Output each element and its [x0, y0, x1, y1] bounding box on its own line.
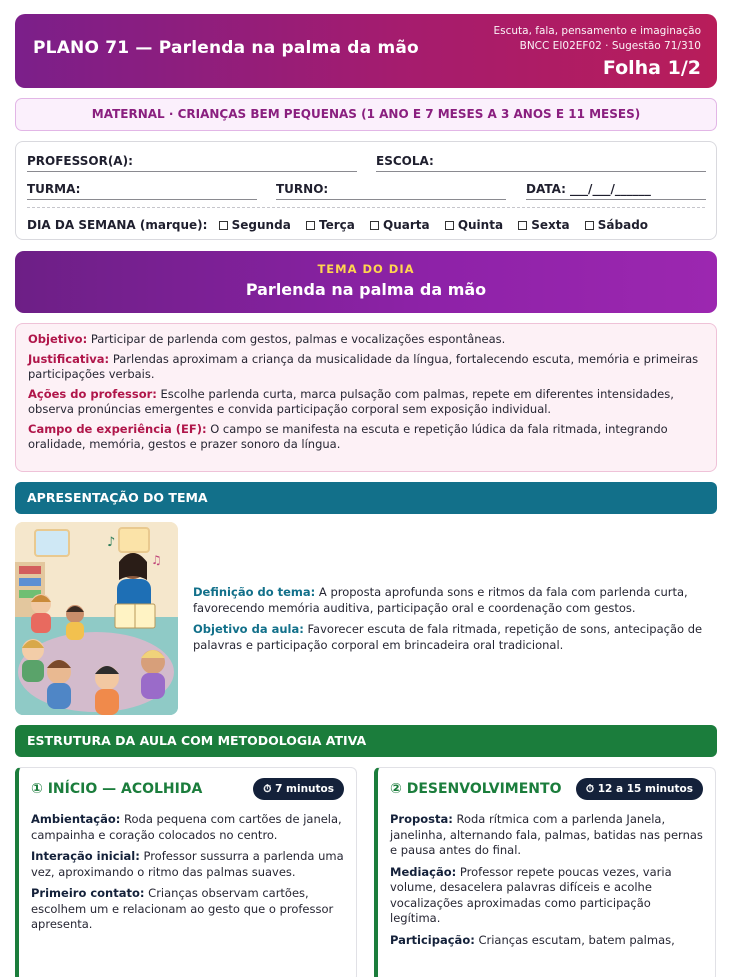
checkbox-icon[interactable] — [306, 221, 315, 230]
plan-header — [15, 14, 717, 88]
teacher-actions-text: Escolhe parlenda curta, marca pulsação com palmas, repete em diferentes intensidades, observa pronúncias emergentes e convida participação corporal sem exposição individual. — [28, 386, 674, 416]
stage-item — [31, 849, 344, 880]
lesson-objective-text: Favorecer escuta de fala ritmada, repetição de sons, antecipação de palavras e participação corporal em brincadeira oral tradicional. — [193, 622, 703, 652]
svg-text:♫: ♫ — [151, 553, 162, 567]
weekday-option-sabado[interactable] — [585, 218, 648, 232]
weekday-option-terca[interactable] — [306, 218, 355, 232]
stage-title: ② DESENVOLVIMENTO — [390, 781, 562, 797]
stage-item-label: Ambientação: — [31, 812, 121, 826]
weekday-option-label: Sábado — [597, 218, 649, 232]
stage-card-desenvolvimento — [374, 767, 716, 977]
stage-card-inicio — [15, 767, 357, 977]
weekday-option-label: Quarta — [383, 218, 430, 232]
weekday-option-label: Sexta — [531, 218, 570, 232]
stopwatch-icon: ⏱ 7 minutos — [253, 778, 344, 800]
stage-item-text: Roda rítmica com a parlenda Janela, janelinha, alternando fala, palmas, batidas nas pernas e pausa antes do final. — [390, 812, 703, 857]
lesson-objective-paragraph — [193, 622, 719, 653]
theme-definition-label: Definição do tema: — [193, 585, 316, 599]
presentation-text — [193, 585, 719, 659]
stage-card-header — [390, 778, 703, 802]
plan-meta-field: Escuta, fala, pensamento e imaginação — [493, 25, 701, 37]
experience-field-paragraph — [28, 422, 704, 453]
stage-item-text: Roda pequena com cartões de janela, campainha e coração colocados no centro. — [31, 812, 342, 842]
theme-kicker: TEMA DO DIA — [317, 262, 415, 276]
stage-card-header — [31, 778, 344, 802]
plan-meta — [493, 24, 701, 54]
stage-item-label: Primeiro contato: — [31, 886, 145, 900]
justification-label: Justificativa: — [28, 351, 110, 366]
stage-item — [390, 933, 703, 949]
objective-label: Objetivo: — [28, 332, 88, 346]
turma-field[interactable] — [27, 182, 257, 196]
professor-line — [27, 171, 357, 172]
teacher-actions-paragraph — [28, 387, 704, 418]
checkbox-icon[interactable] — [585, 221, 594, 230]
weekday-option-segunda[interactable] — [219, 218, 291, 232]
stopwatch-icon: ⏱ 12 a 15 minutos — [576, 778, 703, 800]
weekday-option-quarta[interactable] — [370, 218, 430, 232]
stage-title: ① INÍCIO — ACOLHIDA — [31, 781, 203, 797]
escola-line — [376, 171, 706, 172]
stage-item-text: Professor repete poucas vezes, varia volume, desacelera palavras difíceis e acolhe vocalizações aproximadas como participação legítima. — [390, 864, 672, 925]
weekday-option-label: Terça — [318, 218, 355, 232]
data-label: DATA: ___/___/______ — [526, 182, 651, 196]
professor-label: PROFESSOR(A): — [27, 154, 133, 168]
turno-field[interactable] — [276, 182, 506, 196]
data-field[interactable] — [526, 182, 706, 196]
plan-title: PLANO 71 — Parlenda na palma da mão — [33, 38, 419, 58]
stage-item-text: Crianças escutam, batem palmas, — [478, 932, 675, 947]
checkbox-icon[interactable] — [445, 221, 454, 230]
stage-item-label: Interação inicial: — [31, 849, 140, 863]
presentation-section-header: APRESENTAÇÃO DO TEMA — [15, 482, 717, 514]
theme-definition-paragraph — [193, 585, 719, 616]
justification-text: Parlendas aproximam a criança da musicalidade da língua, fortalecendo escuta, memória e primeiras participações verbais. — [28, 351, 699, 381]
form-divider — [27, 207, 705, 208]
stage-item-label: Participação: — [390, 932, 475, 947]
objective-text: Participar de parlenda com gestos, palmas e vocalizações espontâneas. — [90, 332, 506, 346]
checkbox-icon[interactable] — [370, 221, 379, 230]
stage-item — [31, 886, 344, 933]
checkbox-icon[interactable] — [219, 221, 228, 230]
checkbox-icon[interactable] — [518, 221, 527, 230]
stage-item-label: Mediação: — [390, 864, 457, 879]
weekday-option-label: Segunda — [231, 218, 291, 232]
objective-paragraph — [28, 332, 704, 348]
turma-line — [27, 199, 257, 200]
stage-item-label: Proposta: — [390, 812, 453, 826]
weekday-option-label: Quinta — [457, 218, 504, 232]
turno-line — [276, 199, 506, 200]
weekday-option-sexta[interactable] — [518, 218, 569, 232]
theme-definition-text: A proposta aprofunda sons e ritmos da fala com parlenda curta, favorecendo memória auditiva, participação oral e coordenação com gestos. — [193, 585, 688, 615]
professor-field[interactable] — [27, 154, 357, 168]
plan-info-box — [15, 323, 717, 472]
plan-meta-code: BNCC EI02EF02 · Sugestão 71/310 — [519, 40, 701, 52]
classroom-illustration-svg — [15, 522, 178, 715]
svg-text:♪: ♪ — [107, 535, 116, 550]
weekday-label: DIA DA SEMANA (marque): — [27, 218, 208, 232]
teacher-actions-label: Ações do professor: — [28, 386, 157, 401]
weekday-row — [27, 218, 659, 232]
data-line — [526, 199, 706, 200]
escola-label: ESCOLA: — [376, 154, 434, 168]
stage-item-text: Professor sussurra a parlenda uma vez, aproximando o ritmo das palmas suaves. — [31, 849, 344, 879]
experience-field-text: O campo se manifesta na escuta e repetição lúdica da fala ritmada, integrando oralidade, memória, gestos e prazer sonoro da língua. — [28, 421, 668, 451]
stage-item — [390, 812, 703, 859]
stage-item-text: Crianças observam cartões, escolhem um e relacionam ao gesto que o professor apresenta. — [31, 886, 334, 931]
escola-field[interactable] — [376, 154, 706, 168]
classroom-illustration — [15, 522, 178, 715]
sheet-number: Folha 1/2 — [602, 57, 701, 79]
teacher-form — [15, 141, 717, 240]
theme-name: Parlenda na palma da mão — [245, 280, 487, 299]
age-level-bar: MATERNAL · CRIANÇAS BEM PEQUENAS (1 ANO E 7 MESES A 3 ANOS E 11 MESES) — [15, 98, 717, 131]
structure-section-header: ESTRUTURA DA AULA COM METODOLOGIA ATIVA — [15, 725, 717, 757]
lesson-objective-label: Objetivo da aula: — [193, 622, 304, 636]
turno-label: TURNO: — [276, 182, 329, 196]
stage-item — [31, 812, 344, 843]
justification-paragraph — [28, 352, 704, 383]
theme-banner — [15, 251, 717, 313]
turma-label: TURMA: — [27, 182, 81, 196]
weekday-option-quinta[interactable] — [445, 218, 503, 232]
experience-field-label: Campo de experiência (EF): — [28, 421, 207, 436]
stage-item — [390, 865, 703, 927]
